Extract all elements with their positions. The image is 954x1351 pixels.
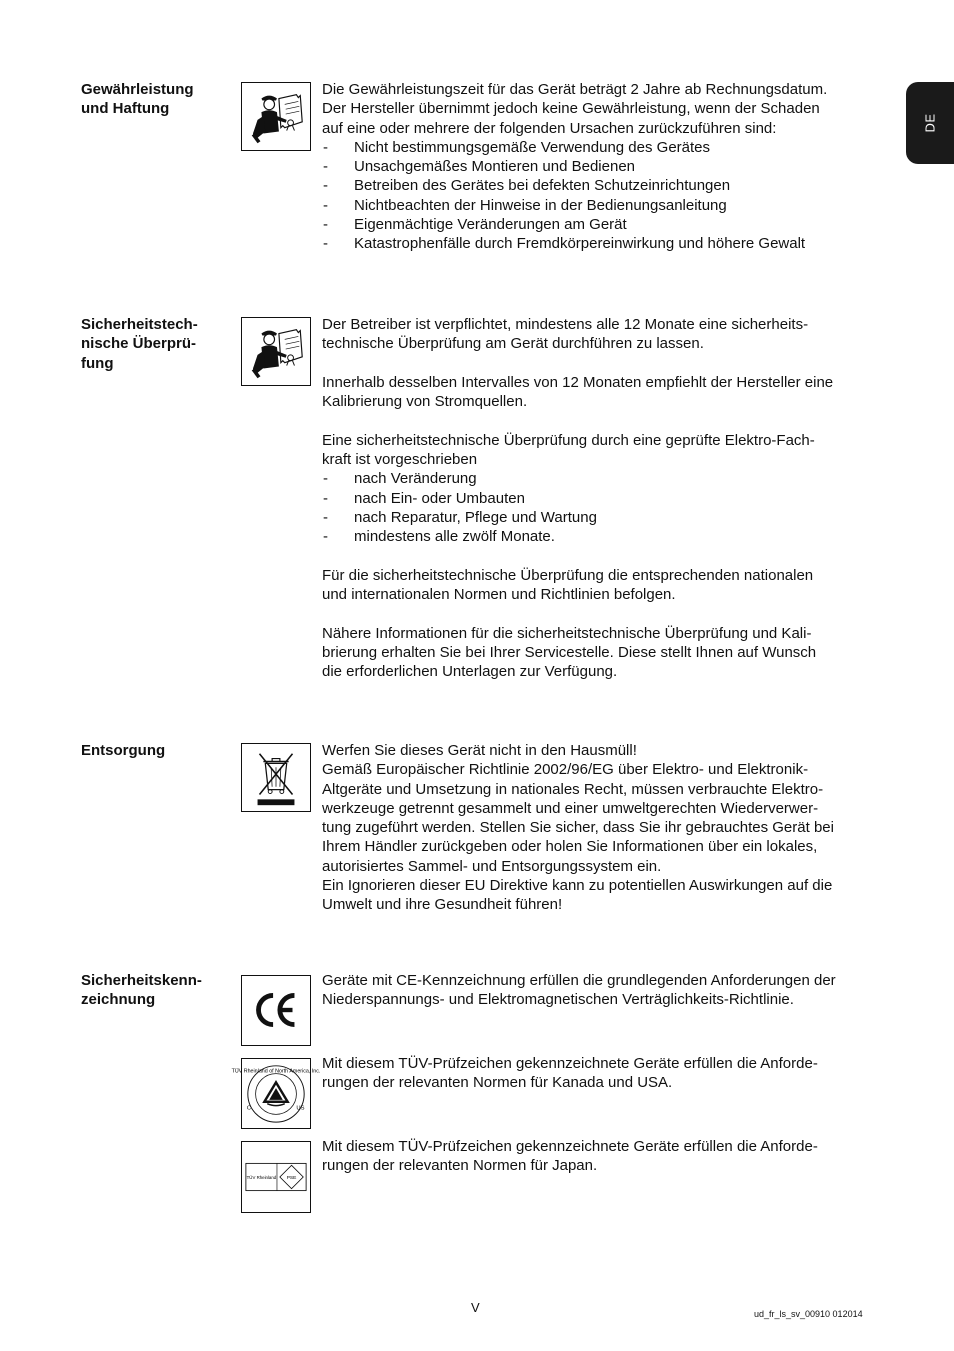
tuv-north-america-icon: [231, 1058, 321, 1129]
text-line: technische Überprüfung am Gerät durchführen zu lassen.: [322, 335, 704, 353]
warranty-exclusions-list: [322, 138, 882, 254]
list-item: - Betreiben des Gerätes bei defekten Schutzeinrichtungen: [322, 176, 882, 195]
ce-mark-icon: [241, 975, 311, 1046]
crossed-bin-icon: [241, 743, 311, 812]
text-line: Mit diesem TÜV-Prüfzeichen gekennzeichnete Geräte erfüllen die Anforde-: [322, 1138, 818, 1155]
text-line: Geräte mit CE-Kennzeichnung erfüllen die grundlegenden Anforderungen der: [322, 972, 836, 989]
tuv-na-text: [322, 1054, 882, 1093]
tuv-pse-japan-icon: [241, 1141, 311, 1213]
list-item: - mindestens alle zwölf Monate.: [322, 527, 882, 546]
language-tab: [906, 82, 954, 164]
section-heading-warranty: Gewährleistung und Haftung: [81, 81, 194, 118]
ce-text: [322, 971, 882, 1010]
page-number: V: [471, 1300, 480, 1315]
text-line: tung zugeführt werden. Stellen Sie sicher, dass Sie ihr gebrauchtes Gerät bei: [322, 819, 834, 837]
text-line: auf eine oder mehrere der folgenden Ursachen zurückzuführen sind:: [322, 119, 777, 137]
text-line: Eine sicherheitstechnische Überprüfung durch eine geprüfte Elektro-Fach-: [322, 431, 815, 449]
text-line: Für die sicherheitstechnische Überprüfung die entsprechenden nationalen: [322, 566, 814, 584]
text-line: Werfen Sie dieses Gerät nicht in den Hausmüll!: [322, 742, 637, 759]
text-line: Der Betreiber ist verpflichtet, mindestens alle 12 Monate eine sicherheits-: [322, 316, 809, 333]
technician-icon: [241, 317, 311, 386]
text-line: Gemäß Europäischer Richtlinie 2002/96/EG über Elektro- und Elektronik-: [322, 761, 809, 779]
text-line: Niederspannungs- und Elektromagnetischen Verträglichkeits-Richtlinie.: [322, 991, 794, 1009]
document-code: ud_fr_ls_sv_00910 012014: [754, 1309, 863, 1319]
technician-icon: [241, 82, 311, 151]
inspection-text: [322, 315, 882, 682]
text-line: Kalibrierung von Stromquellen.: [322, 393, 528, 411]
text-line: Nähere Informationen für die sicherheitstechnische Überprüfung und Kali-: [322, 624, 812, 642]
text-line: Ihrem Händler zurückgeben oder holen Sie Informationen über ein lokales,: [322, 838, 818, 856]
section-heading-inspection: Sicherheitstech- nische Überprü- fung: [81, 316, 198, 372]
list-item: - nach Ein- oder Umbauten: [322, 489, 882, 508]
text-line: rungen der relevanten Normen für Japan.: [322, 1157, 598, 1175]
section-heading-disposal: Entsorgung: [81, 742, 166, 759]
tuv-jp-text: [322, 1137, 882, 1176]
inspection-conditions-list: [322, 469, 882, 546]
text-line: Die Gewährleistungszeit für das Gerät beträgt 2 Jahre ab Rechnungsdatum.: [322, 81, 828, 98]
list-item: - Unsachgemäßes Montieren und Bedienen: [322, 157, 882, 176]
text-line: Innerhalb desselben Intervalles von 12 Monaten empfiehlt der Hersteller eine: [322, 373, 834, 391]
text-line: brierung erhalten Sie bei Ihrer Servicestelle. Diese stellt Ihnen auf Wunsch: [322, 644, 817, 662]
text-line: Altgeräte und Umsetzung in nationales Recht, müssen verbrauchte Elektro-: [322, 780, 824, 798]
list-item: - Eigenmächtige Veränderungen am Gerät: [322, 215, 882, 234]
warranty-text: [322, 80, 882, 254]
seal-pse-label: PSE: [286, 1175, 297, 1181]
text-line: Der Hersteller übernimmt jedoch keine Gewährleistung, wenn der Schaden: [322, 100, 820, 118]
text-line: Mit diesem TÜV-Prüfzeichen gekennzeichnete Geräte erfüllen die Anforde-: [322, 1055, 818, 1072]
seal-c-label: C: [246, 1105, 252, 1112]
list-item: - Nichtbeachten der Hinweise in der Bedienungsanleitung: [322, 196, 882, 215]
text-line: werkzeuge getrennt gesammelt und einer umweltgerechten Wiederverwer-: [322, 799, 819, 817]
list-item: - Nicht bestimmungsgemäße Verwendung des Gerätes: [322, 138, 882, 157]
text-line: und internationalen Normen und Richtlinien befolgen.: [322, 586, 676, 604]
section-heading-marking: Sicherheitskenn- zeichnung: [81, 972, 202, 1009]
list-item: - nach Veränderung: [322, 469, 882, 488]
seal-text: TÜV Rheinland: [246, 1174, 277, 1180]
text-line: Ein Ignorieren dieser EU Direktive kann zu potentiellen Auswirkungen auf die: [322, 877, 833, 895]
text-line: Umwelt und ihre Gesundheit führen!: [322, 896, 563, 914]
seal-us-label: US: [296, 1105, 305, 1112]
text-line: autorisiertes Sammel- und Entsorgungssystem ein.: [322, 857, 662, 875]
text-line: rungen der relevanten Normen für Kanada und USA.: [322, 1074, 673, 1092]
text-line: kraft ist vorgeschrieben: [322, 451, 478, 469]
text-line: die erforderlichen Unterlagen zur Verfügung.: [322, 663, 618, 681]
list-item: - Katastrophenfälle durch Fremdkörpereinwirkung und höhere Gewalt: [322, 234, 882, 253]
seal-text: TÜV Rheinland of North America, Inc.: [231, 1068, 321, 1075]
list-item: - nach Reparatur, Pflege und Wartung: [322, 508, 882, 527]
disposal-text: [322, 741, 882, 915]
language-tab-label: DE: [922, 113, 938, 133]
